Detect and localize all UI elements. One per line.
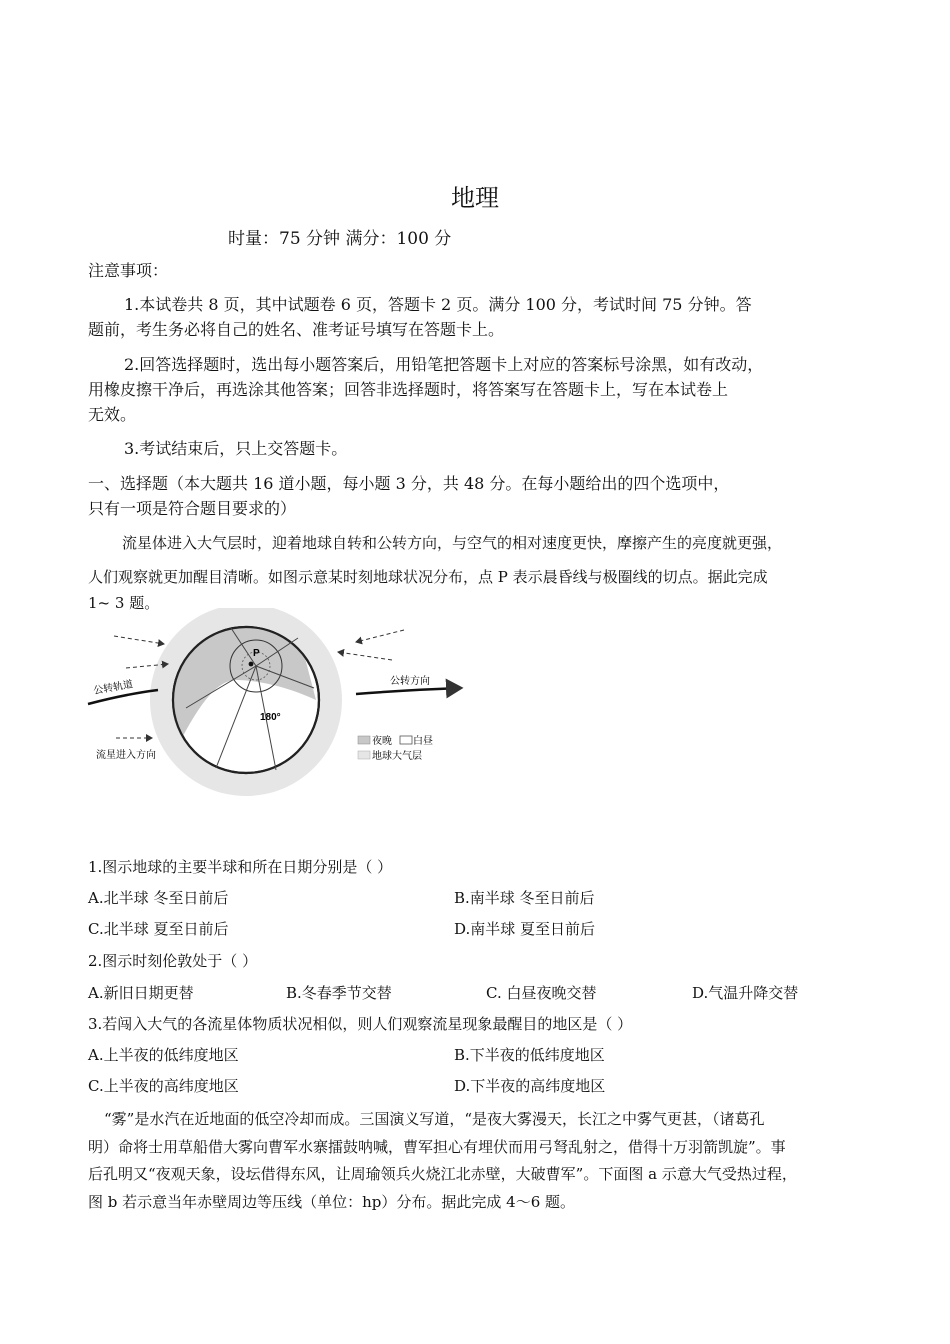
notice-heading: 注意事项： [88,261,169,280]
meteor-arrow [114,636,164,644]
question-1-option-a[interactable]: A.北半球 冬至日前后 [88,889,229,907]
meteor-arrow [356,630,404,642]
question-2-stem: 2.图示时刻伦敦处于（ ） [88,952,258,970]
question-2-option-a[interactable]: A.新旧日期更替 [88,984,194,1002]
meteor-direction-label: 流星进入方向 [96,750,156,761]
question-3-option-d[interactable]: D.下半夜的高纬度地区 [454,1077,606,1095]
exam-meta: 时量：75 分钟 满分：100 分 [228,229,452,249]
legend-day-swatch [400,736,412,744]
orbit-label: 公转轨道 [92,679,134,697]
question-1-option-c[interactable]: C.北半球 夏至日前后 [88,920,229,938]
question-3-option-a[interactable]: A.上半夜的低纬度地区 [88,1046,239,1064]
earth-diagram [86,608,466,800]
question-3-option-b[interactable]: B.下半夜的低纬度地区 [454,1046,605,1064]
point-p [249,662,254,667]
degree-label: 180° [260,712,281,723]
section-heading-line-2: 只有一项是符合题目要求的） [88,499,297,518]
meteor-arrow [338,652,392,660]
notice-1-line-1: 1.本试卷共 8 页，其中试题卷 6 页，答题卡 2 页。满分 100 分，考试时间 75 分钟。答 [124,295,752,314]
legend-atmos-label: 地球大气层 [372,751,422,762]
orbit-arrow-right [356,688,461,694]
passage-1-line-1: 流星体进入大气层时，迎着地球自转和公转方向，与空气的相对速度更快，摩擦产生的亮度就更强， [122,534,783,552]
notice-2-line-1: 2.回答选择题时，选出每小题答案后，用铅笔把答题卡上对应的答案标号涂黑，如有改动， [124,355,764,374]
question-1-stem: 1.图示地球的主要半球和所在日期分别是（ ） [88,858,393,876]
question-2-option-d[interactable]: D.气温升降交替 [692,984,799,1002]
legend-night-swatch [358,736,370,744]
notice-2-line-2: 用橡皮擦干净后，再选涂其他答案；回答非选择题时，将答案写在答题卡上，写在本试卷上 [88,380,729,399]
section-heading-line-1: 一、选择题（本大题共 16 道小题，每小题 3 分，共 48 分。在每小题给出的四个选项中， [88,474,730,493]
legend-atmos-swatch [358,751,370,759]
question-1-option-d[interactable]: D.南半球 夏至日前后 [454,920,596,938]
passage-2-line-2: 明）命将士用草船借大雾向曹军水寨擂鼓呐喊，曹军担心有埋伏而用弓弩乱射之，借得十万羽箭凯旋”。事 [88,1138,786,1156]
question-1-option-b[interactable]: B.南半球 冬至日前后 [454,889,595,907]
passage-2-line-1: “雾”是水汽在近地面的低空冷却而成。三国演义写道，“是夜大雾漫天，长江之中雾气更甚，（诸葛孔 [104,1110,765,1128]
notice-1-line-2: 题前，考生务必将自己的姓名、准考证号填写在答题卡上。 [88,320,505,339]
passage-2-line-4: 图 b 若示意当年赤壁周边等压线（单位：hp）分布。据此完成 4～6 题。 [88,1193,576,1211]
question-2-option-c[interactable]: C. 白昼夜晚交替 [486,984,597,1002]
passage-1-line-2: 人们观察就更加醒目清晰。如图示意某时刻地球状况分布，点 P 表示晨昏线与极圈线的切点。据此完成 [88,568,768,586]
question-3-stem: 3.若闯入大气的各流星体物质状况相似，则人们观察流星现象最醒目的地区是（ ） [88,1015,633,1033]
legend-night-label: 夜晚 [372,736,392,747]
question-3-option-c[interactable]: C.上半夜的高纬度地区 [88,1077,239,1095]
notice-3-line-1: 3.考试结束后，只上交答题卡。 [124,439,348,458]
notice-2-line-3: 无效。 [88,405,137,424]
passage-1-line-3: 1~ 3 题。 [88,594,160,612]
legend-day-label: 白昼 [413,736,433,747]
page-title: 地理 [451,184,499,212]
passage-2-line-3: 后孔明又“夜观天象，设坛借得东风，让周瑜领兵火烧江北赤壁，大破曹军”。下面图 a 示意大气受热过程， [88,1165,797,1183]
direction-label: 公转方向 [390,676,430,687]
p-label: P [253,648,260,659]
question-2-option-b[interactable]: B.冬春季节交替 [286,984,392,1002]
